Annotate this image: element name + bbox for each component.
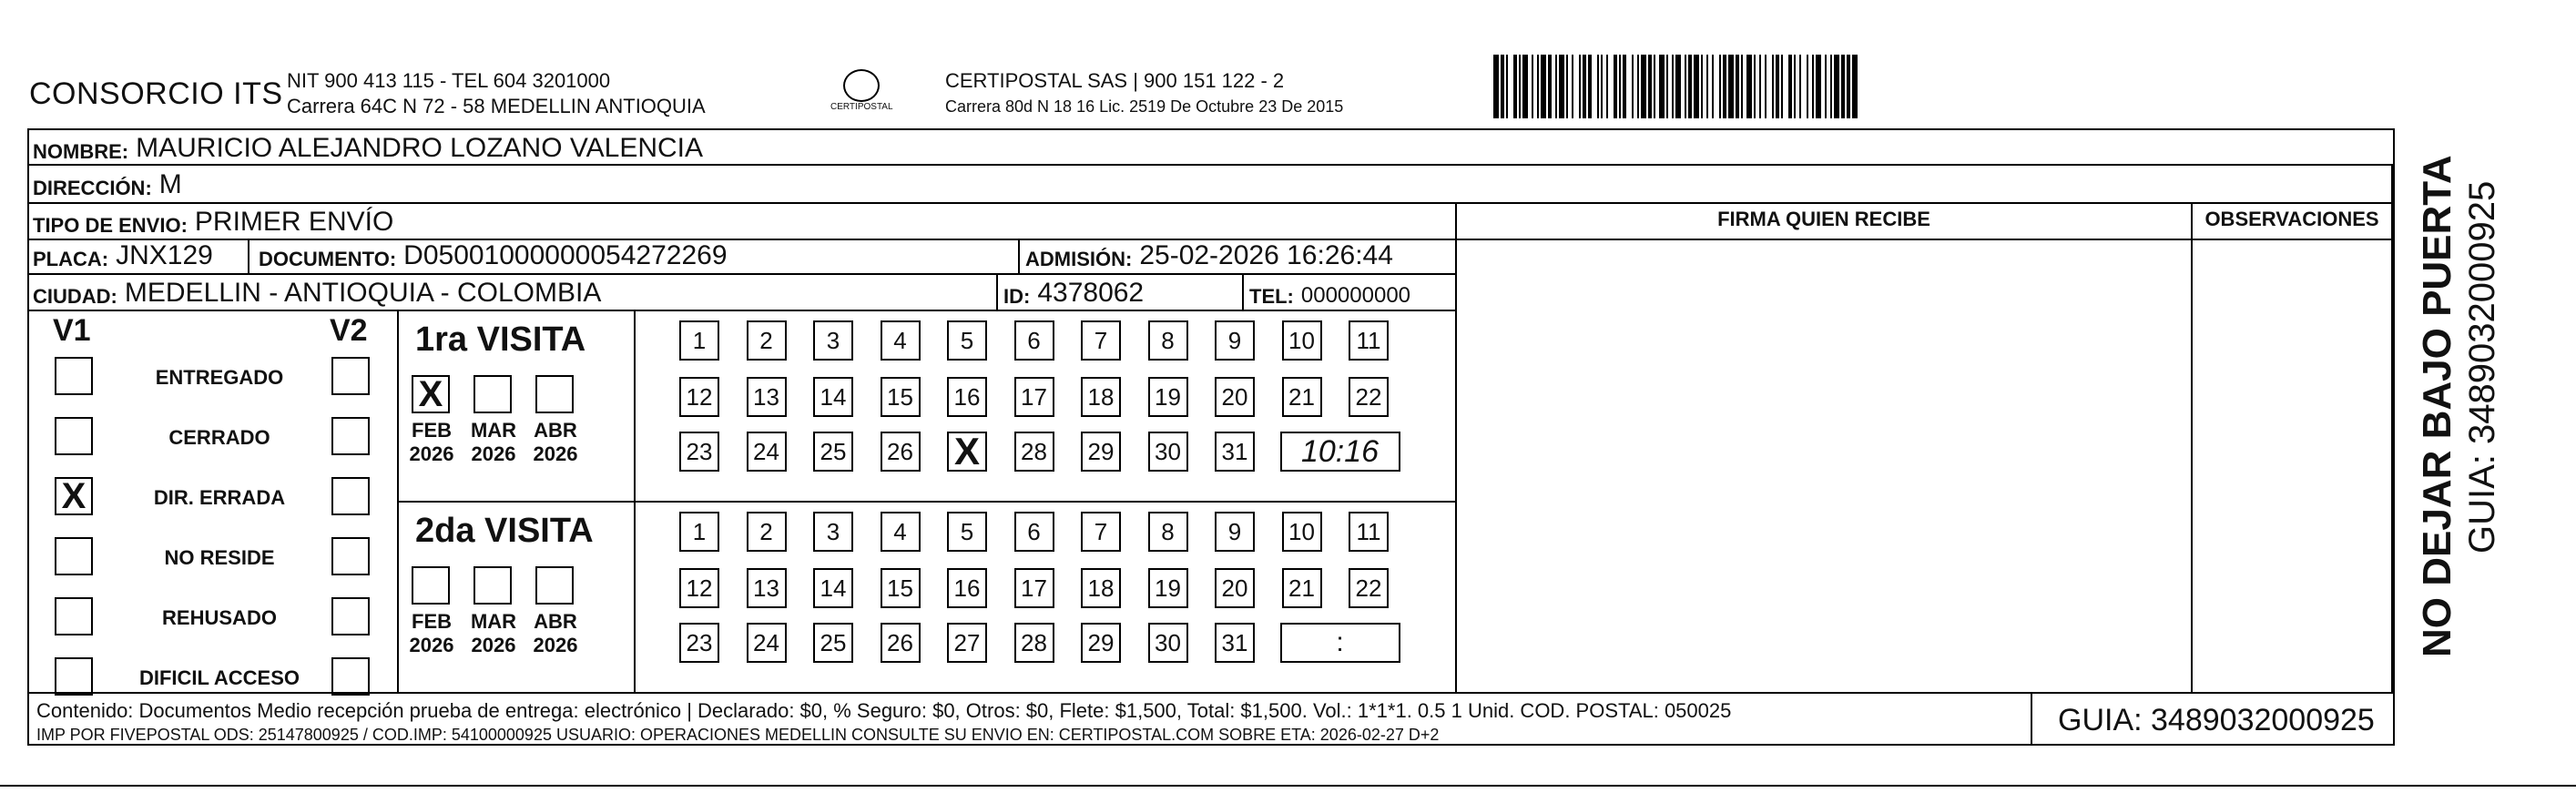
day-box[interactable]: 17 xyxy=(1014,377,1054,417)
ciudad-label: CIUDAD: xyxy=(33,285,117,308)
month-name: ABR xyxy=(534,419,577,442)
day-box[interactable]: 1 xyxy=(679,320,719,361)
day-box[interactable]: 31 xyxy=(1215,432,1255,472)
day-box[interactable]: 16 xyxy=(947,377,987,417)
time-box[interactable]: 10:16 xyxy=(1280,432,1400,472)
month-year: 2026 xyxy=(471,442,516,465)
day-box[interactable]: 4 xyxy=(881,320,921,361)
carrier-address: Carrera 80d N 18 16 Lic. 2519 De Octubre 23 De 2015 xyxy=(945,97,1344,116)
visit1-title: 1ra VISITA xyxy=(415,320,586,359)
cell-divider xyxy=(1018,239,1020,273)
month-checkbox[interactable]: X xyxy=(412,375,450,413)
tel-value: 000000000 xyxy=(1300,283,1411,308)
side-warning: NO DEJAR BAJO PUERTA xyxy=(2415,155,2459,657)
row-divider xyxy=(27,692,2395,694)
day-box[interactable]: 5 xyxy=(947,512,987,552)
v2-checkbox[interactable] xyxy=(331,537,370,575)
day-box[interactable]: 18 xyxy=(1081,568,1121,608)
documento-label: DOCUMENTO: xyxy=(259,248,397,270)
time-box[interactable]: : xyxy=(1280,623,1400,663)
month-checkbox[interactable] xyxy=(535,566,574,605)
month-name: FEB xyxy=(412,610,452,633)
column-divider xyxy=(2391,164,2393,694)
day-box[interactable]: 4 xyxy=(881,512,921,552)
day-box[interactable]: 8 xyxy=(1148,512,1188,552)
day-box[interactable]: 30 xyxy=(1148,623,1188,663)
day-box[interactable]: 12 xyxy=(679,377,719,417)
v1-checkbox[interactable] xyxy=(55,357,93,395)
barcode-bar xyxy=(1852,55,1858,118)
day-box[interactable]: 23 xyxy=(679,623,719,663)
day-box[interactable]: 8 xyxy=(1148,320,1188,361)
status-reason-label: DIFICIL ACCESO xyxy=(138,666,300,689)
day-box[interactable]: 19 xyxy=(1148,377,1188,417)
day-box[interactable]: 21 xyxy=(1282,377,1322,417)
direccion-label: DIRECCIÓN: xyxy=(33,177,152,199)
day-box[interactable]: 28 xyxy=(1014,623,1054,663)
placa-label: PLACA: xyxy=(33,248,109,270)
day-box[interactable]: 10 xyxy=(1282,512,1322,552)
month-label xyxy=(528,610,583,657)
day-box[interactable]: 11 xyxy=(1349,512,1389,552)
page-edge xyxy=(0,785,2576,787)
day-box[interactable]: 12 xyxy=(679,568,719,608)
tipo-label: TIPO DE ENVIO: xyxy=(33,214,188,237)
observaciones-header: OBSERVACIONES xyxy=(2204,208,2379,230)
day-box[interactable]: 24 xyxy=(747,432,787,472)
month-year: 2026 xyxy=(409,634,454,656)
tel-field xyxy=(1249,276,1410,309)
day-box[interactable]: 28 xyxy=(1014,432,1054,472)
day-box[interactable]: 13 xyxy=(747,568,787,608)
day-box[interactable]: 20 xyxy=(1215,377,1255,417)
day-box[interactable]: 1 xyxy=(679,512,719,552)
month-label xyxy=(466,610,521,657)
day-box[interactable]: 15 xyxy=(881,377,921,417)
day-box[interactable]: 7 xyxy=(1081,320,1121,361)
day-box[interactable]: 29 xyxy=(1081,432,1121,472)
column-divider xyxy=(1455,202,1457,694)
month-label xyxy=(528,419,583,466)
footer-guia: GUIA: 3489032000925 xyxy=(2058,703,2375,737)
day-box[interactable]: 3 xyxy=(813,512,853,552)
day-box[interactable]: 6 xyxy=(1014,512,1054,552)
v1-header: V1 xyxy=(53,313,91,348)
admision-field xyxy=(1025,240,1393,271)
day-box[interactable]: 25 xyxy=(813,623,853,663)
logo-caption: CERTIPOSTAL xyxy=(830,102,893,112)
v1-checkbox[interactable] xyxy=(55,417,93,455)
day-box[interactable]: 14 xyxy=(813,568,853,608)
nombre-value: MAURICIO ALEJANDRO LOZANO VALENCIA xyxy=(136,133,704,163)
day-box[interactable]: 19 xyxy=(1148,568,1188,608)
month-label xyxy=(404,419,459,466)
status-reason-label: CERRADO xyxy=(168,426,270,449)
documento-value: D05001000000054272269 xyxy=(403,240,728,270)
day-box[interactable]: 3 xyxy=(813,320,853,361)
day-box[interactable]: 2 xyxy=(747,320,787,361)
month-year: 2026 xyxy=(533,634,578,656)
day-box[interactable]: 14 xyxy=(813,377,853,417)
side-guia: GUIA: 3489032000925 xyxy=(2462,180,2502,554)
v2-checkbox[interactable] xyxy=(331,597,370,635)
direccion-value: M xyxy=(158,169,182,199)
id-value: 4378062 xyxy=(1037,278,1145,308)
day-box[interactable]: 7 xyxy=(1081,512,1121,552)
v2-checkbox[interactable] xyxy=(331,477,370,515)
company-name: CONSORCIO ITS xyxy=(29,76,283,111)
nombre-label: NOMBRE: xyxy=(33,140,129,163)
row-divider xyxy=(27,164,2395,166)
day-box[interactable]: 9 xyxy=(1215,512,1255,552)
day-box[interactable]: 18 xyxy=(1081,377,1121,417)
company-nit: NIT 900 413 115 - TEL 604 3201000 xyxy=(287,69,611,92)
cell-divider xyxy=(1242,273,1244,310)
day-box[interactable]: 21 xyxy=(1282,568,1322,608)
row-divider xyxy=(27,310,1457,311)
month-checkbox[interactable] xyxy=(473,375,512,413)
ciudad-field xyxy=(33,276,601,309)
month-label xyxy=(466,419,521,466)
day-box[interactable]: 23 xyxy=(679,432,719,472)
day-box[interactable]: 5 xyxy=(947,320,987,361)
day-box[interactable]: 25 xyxy=(813,432,853,472)
month-checkbox[interactable] xyxy=(473,566,512,605)
company-address: Carrera 64C N 72 - 58 MEDELLIN ANTIOQUIA xyxy=(287,95,706,117)
tipo-field xyxy=(33,205,393,238)
section-divider xyxy=(397,501,1455,503)
visit2-title: 2da VISITA xyxy=(415,512,594,550)
documento-field xyxy=(259,240,728,271)
day-box[interactable]: 22 xyxy=(1349,568,1389,608)
barcode xyxy=(1493,55,2167,118)
v1-checkbox[interactable] xyxy=(55,597,93,635)
placa-value: JNX129 xyxy=(116,240,213,270)
month-year: 2026 xyxy=(409,442,454,465)
day-box[interactable]: 29 xyxy=(1081,623,1121,663)
month-name: MAR xyxy=(470,419,517,442)
status-reason-label: DIR. ERRADA xyxy=(153,486,286,509)
carrier-name: CERTIPOSTAL SAS | 900 151 122 - 2 xyxy=(945,69,1285,92)
admision-label: ADMISIÓN: xyxy=(1025,248,1133,270)
day-box[interactable]: 22 xyxy=(1349,377,1389,417)
tipo-value: PRIMER ENVÍO xyxy=(194,207,394,237)
day-box[interactable]: 26 xyxy=(881,432,921,472)
status-reason-label: NO RESIDE xyxy=(164,546,275,569)
direccion-field xyxy=(33,168,182,200)
cell-divider xyxy=(996,273,998,310)
nombre-field xyxy=(33,131,703,164)
footer-imp: IMP POR FIVEPOSTAL ODS: 25147800925 / COD.IMP: 54100000925 USUARIO: OPERACIONES MEDELLIN CONSULTE SU ENVIO EN: CERTIPOSTAL.COM SOBRE ETA: 2026-02-27 D+2 xyxy=(36,726,1440,744)
day-box[interactable]: 17 xyxy=(1014,568,1054,608)
v1-checkbox[interactable] xyxy=(55,537,93,575)
day-box[interactable]: 20 xyxy=(1215,568,1255,608)
admision-value: 25-02-2026 16:26:44 xyxy=(1139,240,1393,270)
v2-header: V2 xyxy=(330,313,368,348)
day-box[interactable]: 26 xyxy=(881,623,921,663)
column-divider xyxy=(2191,202,2193,694)
v1-checkbox[interactable] xyxy=(55,657,93,696)
day-box[interactable]: 6 xyxy=(1014,320,1054,361)
tel-label: TEL: xyxy=(1249,285,1294,308)
month-checkbox[interactable] xyxy=(535,375,574,413)
month-name: MAR xyxy=(470,610,517,633)
day-box[interactable]: 9 xyxy=(1215,320,1255,361)
month-year: 2026 xyxy=(471,634,516,656)
day-box[interactable]: 11 xyxy=(1349,320,1389,361)
footer-divider xyxy=(2031,694,2032,745)
month-year: 2026 xyxy=(533,442,578,465)
row-divider xyxy=(27,202,2395,204)
ciudad-value: MEDELLIN - ANTIOQUIA - COLOMBIA xyxy=(124,278,602,308)
day-box[interactable]: 31 xyxy=(1215,623,1255,663)
day-box[interactable]: 10 xyxy=(1282,320,1322,361)
month-checkbox[interactable] xyxy=(412,566,450,605)
id-field xyxy=(1003,276,1144,309)
certipostal-logo-icon xyxy=(843,69,880,102)
footer-contenido: Contenido: Documentos Medio recepción prueba de entrega: electrónico | Declarado: $0, % Seguro: $0, Otros: $0, Flete: $1,500, Total: $1,500. Vol.: 1*1*1. 0.5 1 Unid. COD. POSTAL: 050025 xyxy=(36,699,1732,722)
status-reason-label: REHUSADO xyxy=(162,606,277,629)
month-name: FEB xyxy=(412,419,452,442)
firma-header: FIRMA QUIEN RECIBE xyxy=(1717,208,1930,230)
day-box[interactable]: X xyxy=(947,432,987,472)
day-box[interactable]: 30 xyxy=(1148,432,1188,472)
day-box[interactable]: 2 xyxy=(747,512,787,552)
month-name: ABR xyxy=(534,610,577,633)
day-box[interactable]: 15 xyxy=(881,568,921,608)
month-label xyxy=(404,610,459,657)
v2-checkbox[interactable] xyxy=(331,657,370,696)
v1-checkbox[interactable]: X xyxy=(55,477,93,515)
v2-checkbox[interactable] xyxy=(331,357,370,395)
day-box[interactable]: 13 xyxy=(747,377,787,417)
day-box[interactable]: 27 xyxy=(947,623,987,663)
day-box[interactable]: 24 xyxy=(747,623,787,663)
day-box[interactable]: 16 xyxy=(947,568,987,608)
v2-checkbox[interactable] xyxy=(331,417,370,455)
status-reason-label: ENTREGADO xyxy=(155,366,284,389)
placa-field xyxy=(33,240,213,271)
id-label: ID: xyxy=(1003,285,1031,308)
cell-divider xyxy=(248,239,249,273)
